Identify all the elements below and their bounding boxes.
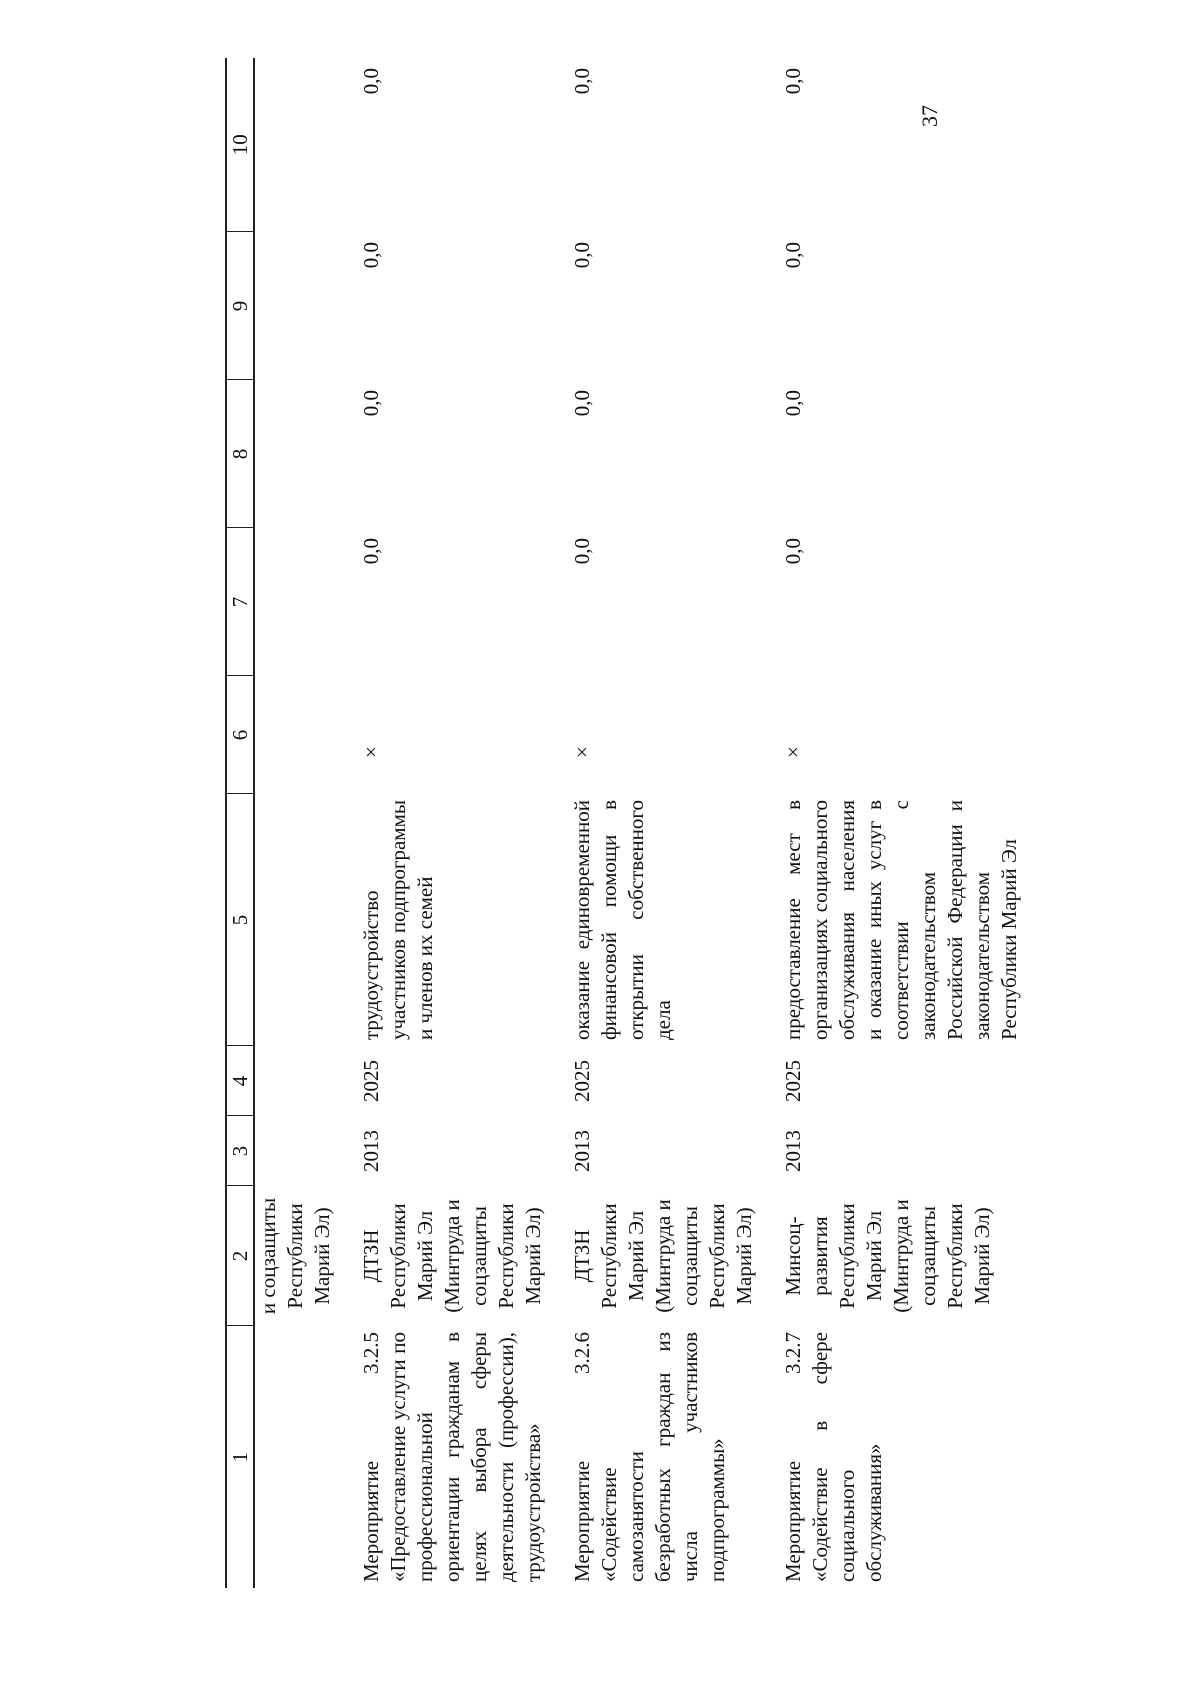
expected-result: трудоустройство участников подпрограммы и членов их семей — [359, 800, 437, 1040]
indicator: × — [359, 746, 383, 758]
value-col-8: 0,0 — [359, 390, 383, 417]
table-row — [358, 58, 547, 1588]
header-col-1: 1 — [226, 1326, 254, 1588]
table-row — [780, 58, 1023, 1588]
indicator: × — [570, 746, 594, 758]
activity-name: Мероприятие 3.2.5 «Предоставление услуги по профессиональной ориентации гражданам в целях выбора сферы деятельности (профессии), трудоустройства» — [359, 1332, 545, 1582]
value-col-9: 0,0 — [359, 242, 383, 269]
value-col-8: 0,0 — [781, 390, 805, 417]
header-col-8: 8 — [226, 380, 254, 528]
value-col-10: 0,0 — [359, 68, 383, 95]
end-year: 2025 — [359, 1060, 383, 1102]
value-col-10: 0,0 — [570, 68, 594, 95]
value-col-9: 0,0 — [570, 242, 594, 269]
continuation-row — [254, 58, 336, 1588]
header-col-10: 10 — [226, 58, 254, 232]
page-number: 37 — [917, 105, 942, 127]
value-col-7: 0,0 — [359, 538, 383, 565]
expected-result: оказание единовременной финансовой помощи в открытии собственного дела — [570, 800, 675, 1040]
header-row — [226, 58, 254, 1588]
executor: ДТЗН Республики Марий Эл (Минтруда и соцзащиты Республики Марий Эл) — [570, 1199, 756, 1313]
header-col-2: 2 — [226, 1186, 254, 1326]
header-col-4: 4 — [226, 1046, 254, 1116]
end-year: 2025 — [570, 1060, 594, 1102]
executor: Минсоц- развития Республики Марий Эл (Минтруда и соцзащиты Республики Марий Эл) — [781, 1199, 994, 1313]
end-year: 2025 — [781, 1060, 805, 1102]
continuation-executor: и соцзащиты Республики Марий Эл) — [256, 1197, 334, 1315]
value-col-8: 0,0 — [570, 390, 594, 417]
header-col-3: 3 — [226, 1116, 254, 1186]
start-year: 2013 — [359, 1130, 383, 1172]
start-year: 2013 — [570, 1130, 594, 1172]
rotated-page-content — [225, 58, 1021, 1588]
executor: ДТЗН Республики Марий Эл (Минтруда и соцзащиты Республики Марий Эл) — [359, 1199, 545, 1313]
value-col-7: 0,0 — [781, 538, 805, 565]
indicator: × — [781, 746, 805, 758]
table-row — [569, 58, 758, 1588]
header-col-6: 6 — [226, 676, 254, 794]
expected-result: предоставление мест в организациях социального обслуживания населения и оказание иных услуг в соответствии с законодательством Российской Федерации и законодательством Республики Марий Эл — [781, 800, 1021, 1040]
value-col-7: 0,0 — [570, 538, 594, 565]
header-col-7: 7 — [226, 528, 254, 676]
value-col-9: 0,0 — [781, 242, 805, 269]
header-col-9: 9 — [226, 232, 254, 380]
header-col-5: 5 — [226, 794, 254, 1046]
start-year: 2013 — [781, 1130, 805, 1172]
activity-name: Мероприятие 3.2.7 «Содействие в сфере социального обслуживания» — [781, 1332, 886, 1582]
program-activities-table — [225, 58, 1023, 1588]
activity-name: Мероприятие 3.2.6 «Содействие самозанятости безработных граждан из числа участников подпрограммы» — [570, 1332, 729, 1582]
value-col-10: 0,0 — [781, 68, 805, 95]
